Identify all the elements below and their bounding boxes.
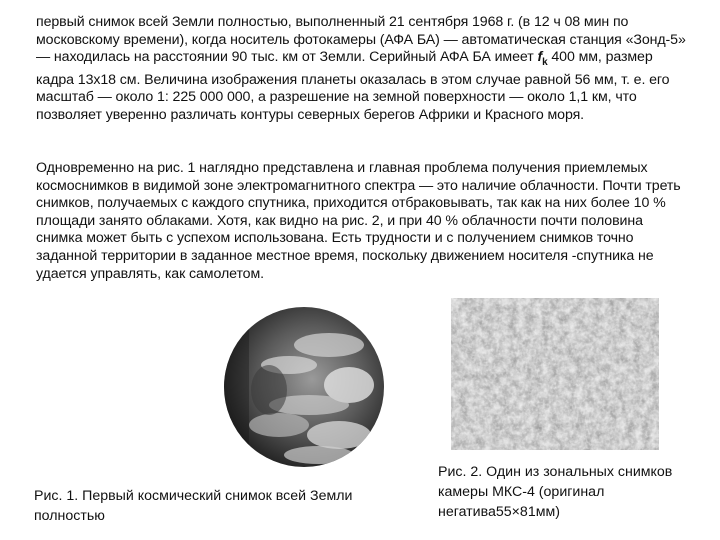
- figure-1-caption: Рис. 1. Первый космический снимок всей Земли полностью: [34, 488, 353, 524]
- focal-length-symbol: f: [537, 49, 543, 66]
- paragraph-2: [36, 160, 686, 283]
- earth-photo: [209, 305, 384, 470]
- paragraph-1: [36, 14, 686, 124]
- paragraph-2-text: Одновременно на рис. 1 наглядно представлена и главная проблема получения приемлемых космоснимков в видимой зоне электромагнитного спектра — это наличие облачности. Почти треть снимков, получаемых с каждого спутника, приходится отбраковывать, так как на них более 10 % площади занято облаками. Хотя, как видно на рис. 2, и при 40 % облачности почти половина снимка может быть с успехом использована. Есть трудности и с получением снимков точно заданной территории в заданное местное время, поскольку движением носителя -спутника не удается управлять, как самолетом.: [36, 160, 681, 282]
- paragraph-1-rest: 400 мм, размер кадра 13x18 см. Величина изображения планеты оказалась в этом случае равной 56 мм, т. е. его масштаб — около 1: 225 000 000, а разрешение на земной поверхности — около 1,1 км, что позволяет уверенно различать контуры северных берегов Африки и Красного моря.: [36, 49, 670, 123]
- focal-length-subscript: k: [542, 57, 548, 69]
- figure-2-caption: Рис. 2. Один из зональных снимков камеры МКС-4 (оригинал негатива55×81мм): [438, 464, 673, 520]
- satellite-cloud-image: [451, 298, 659, 450]
- paragraph-1-text: первый снимок всей Земли полностью, выполненный 21 сентября 1968 г. (в 12 ч 08 мин по московскому времени), когда носитель фотокамеры (АФА БА) — автоматическая станция «Зонд-5» — находилась на расстоянии 90 тыс. км от Земли. Серийный АФА БА имеет: [36, 14, 686, 66]
